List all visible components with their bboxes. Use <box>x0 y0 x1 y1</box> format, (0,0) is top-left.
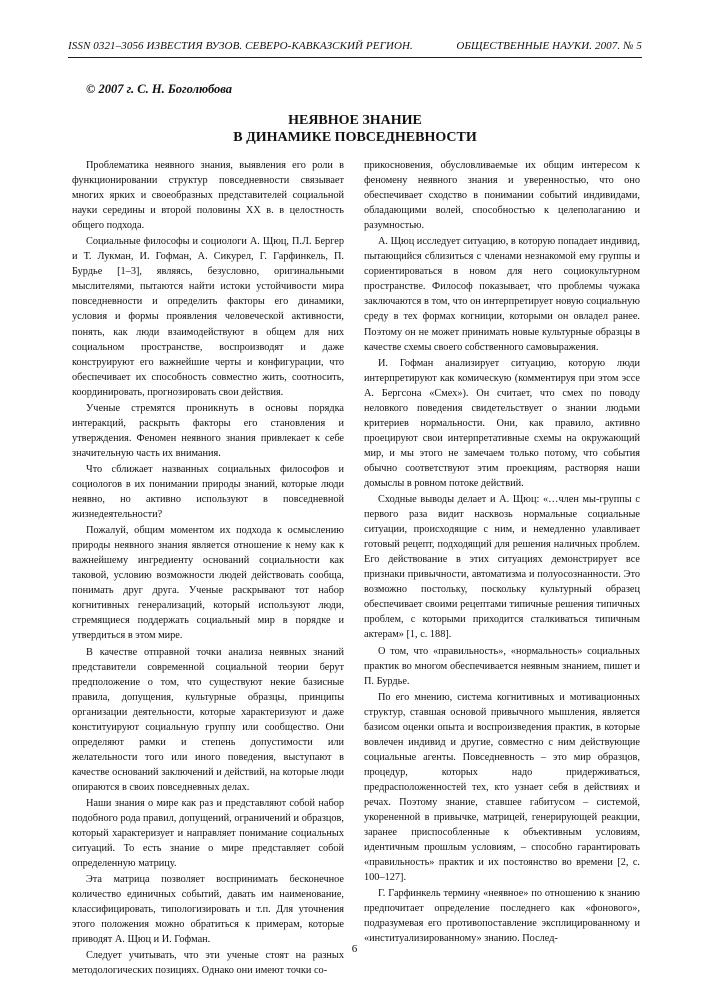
paragraph: Пожалуй, общим моментом их подхода к осмыслению природы неявного знания является отношение к нему как к важнейшему ингредиенту оснований социальности как таковой, условию возможности людей действовать сообща, понимать друг друга. Ученые раскрывают тот набор когнитивных генерализаций, который используют люди, стремящиеся поддержать социальный мир в порядке и утвердиться в этом мире. <box>72 525 344 642</box>
article-title <box>68 112 642 146</box>
paragraph: А. Щюц исследует ситуацию, в которую попадает индивид, пытающийся сблизиться с членами незнакомой ему группы и сориентироваться в новом для него социокультурном пространстве. Философ показывает, что проблемы чужака заключаются в том, что он интерпретирует новую социальную среду в тех формах когниции, которыми он овладел ранее. Поэтому он не может принимать новые культурные образцы в качестве схемы своего собственного самовыражения. <box>364 236 640 353</box>
running-header <box>68 40 642 58</box>
page-number: 6 <box>351 943 358 955</box>
title-line-1: НЕЯВНОЕ ЗНАНИЕ <box>288 113 422 128</box>
paragraph: Проблематика неявного знания, выявления его роли в функционировании структур повседневности связывает многих ярких и своеобразных представителей социальной науки середины и второй половины XX в. в целостность общего подхода. <box>72 160 344 232</box>
paragraph: Что сближает названных социальных философов и социологов в их понимании природы знаний, которые люди неявно, но активно используют в повседневной жизнедеятельности? <box>72 463 344 521</box>
paragraph: Г. Гарфинкель термину «неявное» по отношению к знанию предпочитает определение последнего как «фонового», подразумевая его противопоставление эксплицированному и «институализированному» знанию. Послед- <box>364 888 640 945</box>
paragraph: Следует учитывать, что эти ученые стоят на разных методологических позициях. Однако они имеют точки со- <box>72 950 344 977</box>
paragraph: Сходные выводы делает и А. Щюц: «…член мы-группы с первого раза видит насквозь нормальные социальные ситуации, происходящие с ним, и немедленно улавливает готовый рецепт, подходящий для решения наличных проблем. Его действование в этих ситуациях демонстрирует все признаки привычности, автоматизма и полуосознанности. Это возможно постольку, поскольку культурный образец обеспечивает своими рецептами типичные решения типичных проблем, с которыми приходится сталкиваться типичным актерам» [1, с. 188]. <box>364 494 640 641</box>
journal-header-left: ISSN 0321–3056 ИЗВЕСТИЯ ВУЗОВ. СЕВЕРО-КАВКАЗСКИЙ РЕГИОН. <box>68 40 413 52</box>
title-line-2: В ДИНАМИКЕ ПОВСЕДНЕВНОСТИ <box>233 130 477 145</box>
paragraph: По его мнению, система когнитивных и мотивационных структур, ставшая основой привычного мышления, является базисом оценки опыта и воспроизведения практик, в которые вовлечен индивид и другие, совместно с ним действующие социальные агенты. Повседневность – это мир образцов, процедур, которых надо придерживаться, предрасположенностей тех, кто узнает себя в действиях и речах. Поэтому знание, ставшее габитусом – системой, укорененной в привычке, матрицей, генерирующей реакции, заранее приспособленные к объективным условиям, идентичным прошлым условиям, – способно гарантировать «правильность» практик и их постоянство во времени [2, с. 100–127]. <box>364 691 640 884</box>
journal-header-right: ОБЩЕСТВЕННЫЕ НАУКИ. 2007. № 5 <box>456 40 642 52</box>
paragraph: О том, что «правильность», «нормальность» социальных практик во многом обеспечивается неявным знанием, пишет и П. Бурдье. <box>364 645 640 687</box>
paragraph: Ученые стремятся проникнуть в основы порядка интеракций, раскрыть факторы его становления и утверждения. Феномен неявного знания привлекает к себе значительную часть их внимания. <box>72 402 344 459</box>
paragraph: Эта матрица позволяет воспринимать бесконечное количество единичных событий, давать им наименование, классифицировать, типологизировать и т.п. Для уточнения этого положения можно обратиться к примерам, которые приводят А. Щюц и И. Гофман. <box>72 874 344 946</box>
author-line: © 2007 г. С. Н. Боголюбова <box>86 82 233 96</box>
paragraph: В качестве отправной точки анализа неявных знаний представители современной социальной теории берут предположение о том, что существуют некие базисные правила, допущения, культурные образцы, принципы организации деятельности, которые характеризуют и даже конституируют социальную группу или сообщество. Они определяют рамки и степень допустимости или желательности того или иного поведения, выступают в качестве оснований заключений и действий, на которые люди опираются в своих повседневных делах. <box>72 646 344 793</box>
right-column <box>364 158 640 946</box>
left-column <box>72 158 344 979</box>
paragraph: И. Гофман анализирует ситуацию, которую люди интерпретируют как комическую (комментируя при этом эссе А. Бергсона «Смех»). Он считает, что смех по поводу неловкого поведения свидетельствует о знании людьми критериев нормальности. Они, как правило, активно проецируют свои интерпретативные схемы на окружающий мир, и мы этого не замечаем только потому, что события обычно соответствуют этим проекциям, растворяя наши домыслы в ровном потоке действий. <box>364 357 640 489</box>
paragraph-continued: прикосновения, обусловливаемые их общим интересом к феномену неявного знания и уверенностью, что оно обеспечивает сходство в понимании событий индивидами, обладающими волей, способностью к целеполаганию и разумностью. <box>364 160 640 232</box>
paragraph: Социальные философы и социологи А. Щюц, П.Л. Бергер и Т. Лукман, И. Гофман, А. Сикурел, Г. Гарфинкель, П. Бурдье [1–3], являясь, безусловно, оригинальными мыслителями, пытаются найти истоки устойчивости мира повседневности и определить факторы его динамики, условия и формы проявления человеческой активности, понять, как люди взаимодействуют в общем для них социальном пространстве, воспроизводят и даже конструируют его важнейшие черты и конфигурации, что обеспечивает их способность совместно жить, соотносить, координировать, прогнозировать свои действия. <box>72 236 344 398</box>
paragraph: Наши знания о мире как раз и представляют собой набор подобного рода правил, допущений, ограничений и образцов, который характеризует и направляет понимание социальных ситуаций. То есть знание о мире представляет собой определенную матрицу. <box>72 797 344 870</box>
